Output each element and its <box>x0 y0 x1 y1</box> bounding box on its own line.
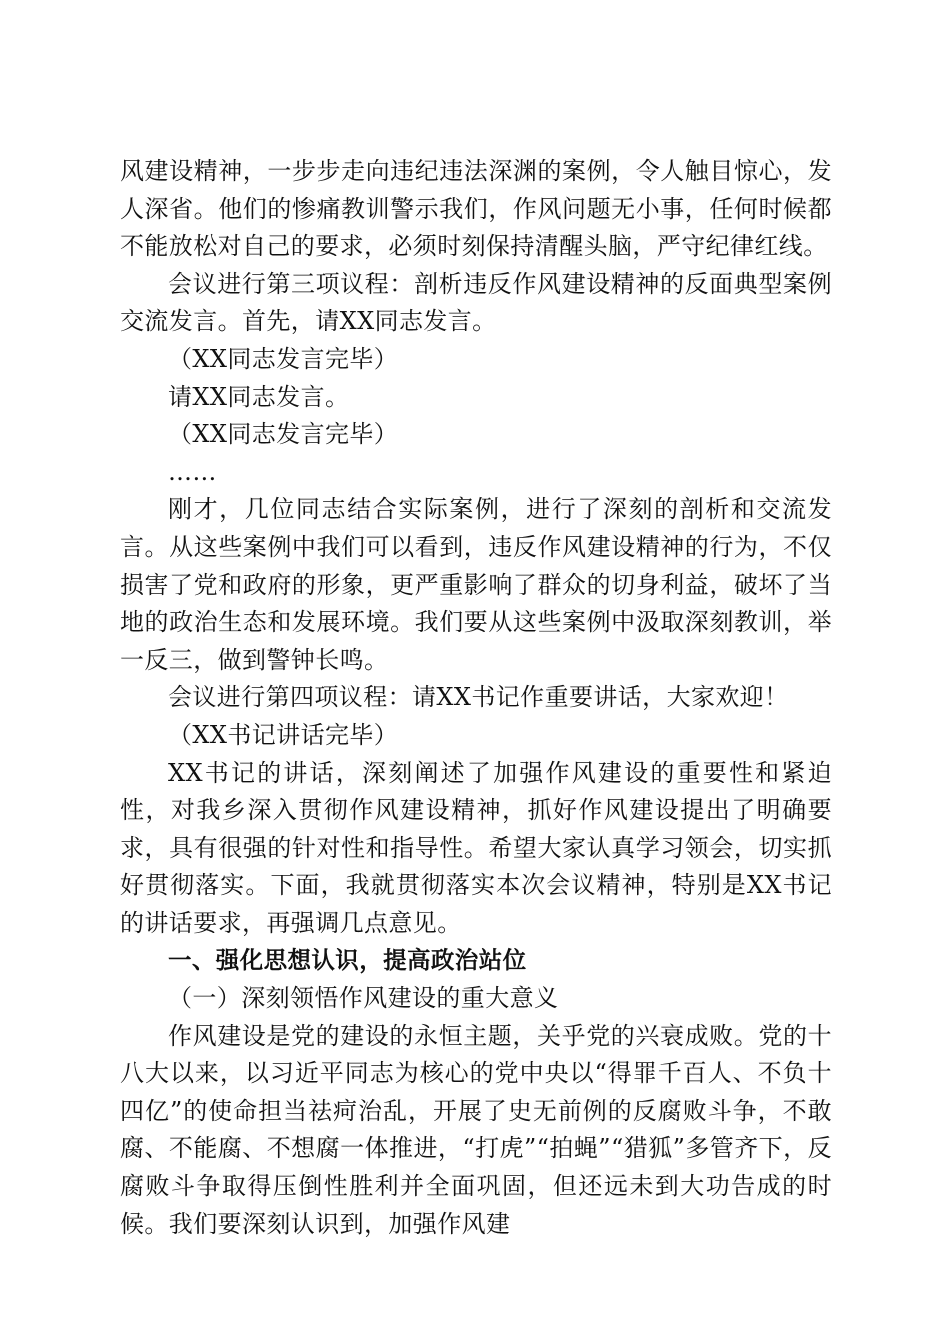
subsection-heading-1: （一）深刻领悟作风建设的重大意义 <box>168 984 559 1013</box>
paragraph-speech-finished-1: （XX同志发言完毕） <box>168 344 399 373</box>
section-heading-1: 一、强化思想认识，提高政治站位 <box>168 946 527 975</box>
paragraph-speech-finished-2: （XX同志发言完毕） <box>168 420 399 449</box>
paragraph-agenda-item-4: 会议进行第四项议程：请XX书记作重要讲话，大家欢迎！ <box>168 683 789 712</box>
paragraph-agenda-item-3: 会议进行第三项议程：剖析违反作风建设精神的反面典型案例交流发言。首先，请XX同志发言。 <box>120 269 832 336</box>
paragraph-secretary-finished: （XX书记讲话完毕） <box>168 720 399 749</box>
document-body <box>120 153 832 1243</box>
paragraph-invite-speaker: 请XX同志发言。 <box>168 382 350 411</box>
paragraph-secretary-summary: XX书记的讲话，深刻阐述了加强作风建设的重要性和紧迫性，对我乡深入贯彻作风建设精神，抓好作风建设提出了明确要求，具有很强的针对性和指导性。希望大家认真学习领会，切实抓好贯彻落实。下面，我就贯彻落实本次会议精神，特别是XX书记的讲话要求，再强调几点意见。 <box>120 758 832 937</box>
paragraph-case-summary: 刚才，几位同志结合实际案例，进行了深刻的剖析和交流发言。从这些案例中我们可以看到，违反作风建设精神的行为，不仅损害了党和政府的形象，更严重影响了群众的切身利益，破坏了当地的政治生态和发展环境。我们要从这些案例中汲取深刻教训，举一反三，做到警钟长鸣。 <box>120 495 832 674</box>
paragraph-significance: 作风建设是党的建设的永恒主题，关乎党的兴衰成败。党的十八大以来，以习近平同志为核心的党中央以“得罪千百人、不负十四亿”的使命担当祛疴治乱，开展了史无前例的反腐败斗争，不敢腐、不能腐、不想腐一体推进，“打虎”“拍蝇”“猎狐”多管齐下，反腐败斗争取得压倒性胜利并全面巩固，但还远未到大功告成的时候。我们要深刻认识到，加强作风建 <box>120 1021 832 1238</box>
paragraph-ellipsis: …… <box>168 457 217 486</box>
paragraph-continuation: 风建设精神，一步步走向违纪违法深渊的案例，令人触目惊心，发人深省。他们的惨痛教训警示我们，作风问题无小事，任何时候都不能放松对自己的要求，必须时刻保持清醒头脑，严守纪律红线。 <box>120 157 832 261</box>
